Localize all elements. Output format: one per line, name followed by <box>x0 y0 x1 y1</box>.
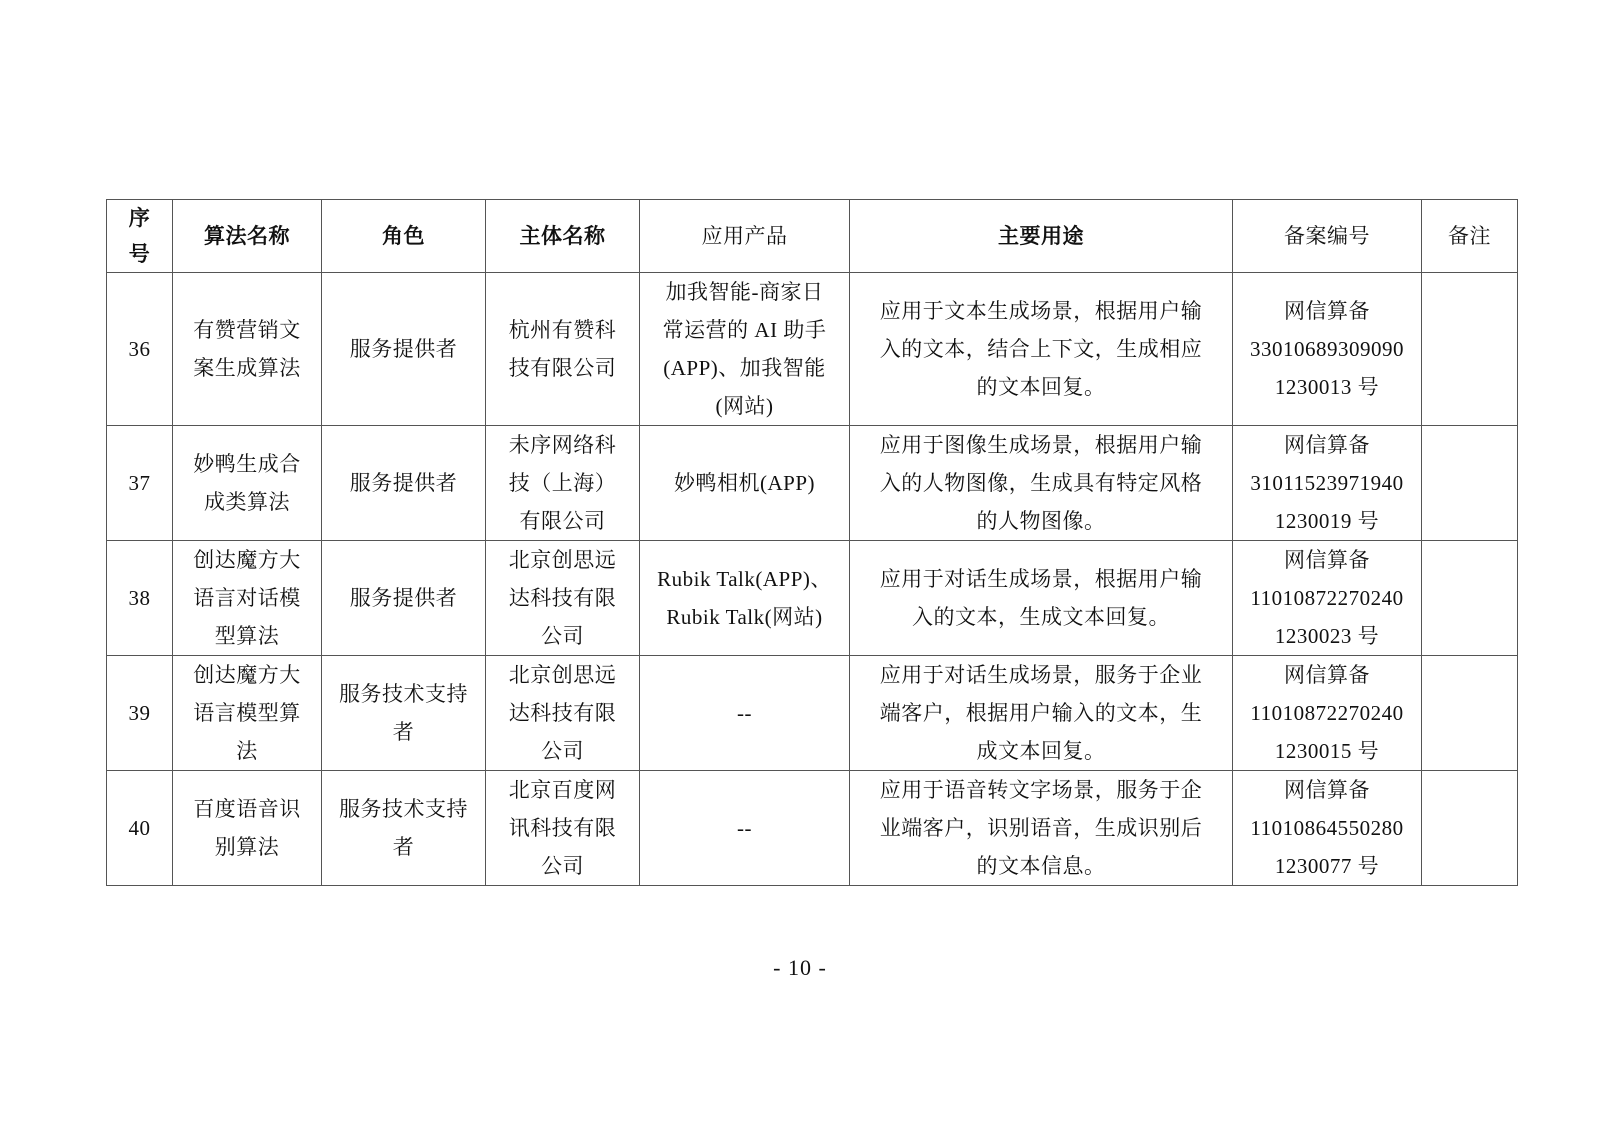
cell-index: 38 <box>107 541 173 656</box>
cell-index: 37 <box>107 426 173 541</box>
cell-usage <box>850 426 1233 541</box>
header-row <box>107 200 1518 273</box>
cell-algorithm-name <box>173 656 322 771</box>
cell-product-line: -- <box>737 816 752 840</box>
table-row <box>107 541 1518 656</box>
cell-record-number <box>1233 541 1422 656</box>
cell-usage-line: 入的文本，生成文本回复。 <box>912 605 1170 629</box>
cell-algorithm-name-line: 创达魔方大 <box>193 663 301 687</box>
cell-role-line: 服务提供者 <box>349 586 458 610</box>
cell-role-line: 者 <box>392 720 415 744</box>
cell-entity-name-line: 公司 <box>541 854 584 878</box>
cell-usage-line: 应用于对话生成场景，服务于企业 <box>879 663 1203 687</box>
cell-usage-line: 应用于文本生成场景，根据用户输 <box>879 299 1203 323</box>
header-record: 备案编号 <box>1233 200 1422 273</box>
cell-algorithm-name-line: 案生成算法 <box>193 356 301 380</box>
cell-usage <box>850 541 1233 656</box>
cell-record-number-line: 网信算备 <box>1284 548 1370 572</box>
cell-algorithm-name-line: 百度语音识 <box>193 797 301 821</box>
cell-algorithm-name-line: 创达魔方大 <box>193 548 301 572</box>
cell-record-number-line: 33010689309090 <box>1250 337 1404 361</box>
page-number: - 10 - <box>773 955 827 980</box>
table-body <box>107 273 1518 886</box>
cell-record-number-line: 1230019 号 <box>1274 509 1380 533</box>
cell-algorithm-name-line: 成类算法 <box>204 490 290 514</box>
cell-role <box>322 426 486 541</box>
cell-index: 40 <box>107 771 173 886</box>
cell-remark <box>1422 771 1518 886</box>
cell-role <box>322 273 486 426</box>
header-remark: 备注 <box>1422 200 1518 273</box>
cell-usage-line: 应用于图像生成场景，根据用户输 <box>879 433 1203 457</box>
cell-record-number-line: 1230023 号 <box>1274 624 1380 648</box>
cell-usage-line: 的人物图像。 <box>976 509 1106 533</box>
cell-record-number-line: 网信算备 <box>1284 778 1370 802</box>
cell-product-line: Rubik Talk(网站) <box>666 605 823 629</box>
cell-record-number-line: 1230015 号 <box>1274 739 1380 763</box>
cell-remark <box>1422 273 1518 426</box>
cell-entity-name-line: 技有限公司 <box>508 356 617 380</box>
cell-usage-line: 的文本信息。 <box>976 854 1106 878</box>
cell-product <box>640 273 850 426</box>
cell-product-line: (网站) <box>715 394 774 418</box>
cell-product <box>640 771 850 886</box>
cell-algorithm-name-line: 语言模型算 <box>193 701 301 725</box>
cell-entity-name-line: 达科技有限 <box>508 701 617 725</box>
cell-remark <box>1422 541 1518 656</box>
cell-usage-line: 成文本回复。 <box>976 739 1106 763</box>
cell-record-number-line: 31011523971940 <box>1250 471 1404 495</box>
cell-record-number <box>1233 771 1422 886</box>
cell-entity-name-line: 北京创思远 <box>508 663 617 687</box>
cell-algorithm-name-line: 型算法 <box>214 624 280 648</box>
cell-usage-line: 应用于语音转文字场景，服务于企 <box>879 778 1203 802</box>
cell-product-line: -- <box>737 701 752 725</box>
table-row <box>107 771 1518 886</box>
cell-algorithm-name-line: 别算法 <box>214 835 280 859</box>
cell-record-number-line: 11010872270240 <box>1250 586 1404 610</box>
cell-role-line: 服务提供者 <box>349 471 458 495</box>
cell-usage-line: 入的文本，结合上下文，生成相应 <box>879 337 1203 361</box>
cell-record-number-line: 11010872270240 <box>1250 701 1404 725</box>
cell-role-line: 服务提供者 <box>349 337 458 361</box>
cell-usage-line: 入的人物图像，生成具有特定风格 <box>879 471 1203 495</box>
cell-role-line: 服务技术支持 <box>339 682 468 706</box>
cell-algorithm-name-line: 语言对话模 <box>193 586 301 610</box>
cell-entity-name-line: 公司 <box>541 624 584 648</box>
cell-product-line: Rubik Talk(APP)、 <box>657 567 832 591</box>
table-row <box>107 426 1518 541</box>
cell-record-number <box>1233 273 1422 426</box>
cell-algorithm-name <box>173 541 322 656</box>
cell-product-line: 加我智能-商家日 <box>665 280 824 304</box>
cell-entity-name <box>486 541 640 656</box>
cell-usage-line: 业端客户，识别语音，生成识别后 <box>879 816 1203 840</box>
cell-role <box>322 541 486 656</box>
cell-role <box>322 656 486 771</box>
cell-usage <box>850 771 1233 886</box>
cell-product-line: 常运营的 AI 助手 <box>662 318 827 342</box>
cell-record-number-line: 1230077 号 <box>1274 854 1380 878</box>
cell-remark <box>1422 656 1518 771</box>
algorithm-registry-table <box>106 199 1518 886</box>
header-entity: 主体名称 <box>486 200 640 273</box>
cell-record-number <box>1233 426 1422 541</box>
header-product: 应用产品 <box>640 200 850 273</box>
cell-entity-name-line: 讯科技有限 <box>508 816 617 840</box>
cell-entity-name-line: 北京百度网 <box>508 778 617 802</box>
cell-entity-name-line: 达科技有限 <box>508 586 617 610</box>
cell-usage-line: 应用于对话生成场景，根据用户输 <box>879 567 1203 591</box>
cell-index: 36 <box>107 273 173 426</box>
cell-remark <box>1422 426 1518 541</box>
cell-record-number-line: 11010864550280 <box>1250 816 1404 840</box>
cell-entity-name <box>486 273 640 426</box>
header-usage: 主要用途 <box>850 200 1233 273</box>
cell-entity-name <box>486 656 640 771</box>
cell-record-number-line: 网信算备 <box>1284 299 1370 323</box>
cell-entity-name-line: 未序网络科 <box>508 433 617 457</box>
cell-product-line: 妙鸭相机(APP) <box>673 471 815 495</box>
header-role: 角色 <box>322 200 486 273</box>
table-row <box>107 273 1518 426</box>
cell-algorithm-name-line: 法 <box>236 739 258 763</box>
cell-role <box>322 771 486 886</box>
table-row <box>107 656 1518 771</box>
cell-usage <box>850 656 1233 771</box>
cell-entity-name-line: 北京创思远 <box>508 548 617 572</box>
cell-product-line: (APP)、加我智能 <box>663 356 826 380</box>
cell-product <box>640 541 850 656</box>
cell-entity-name-line: 杭州有赞科 <box>508 318 617 342</box>
cell-role-line: 服务技术支持 <box>339 797 468 821</box>
cell-record-number-line: 网信算备 <box>1284 433 1370 457</box>
cell-usage-line: 端客户，根据用户输入的文本，生 <box>879 701 1203 725</box>
cell-record-number-line: 网信算备 <box>1284 663 1370 687</box>
cell-entity-name <box>486 426 640 541</box>
cell-role-line: 者 <box>392 835 415 859</box>
cell-usage <box>850 273 1233 426</box>
header-index: 序号 <box>107 200 173 273</box>
cell-algorithm-name <box>173 426 322 541</box>
cell-record-number-line: 1230013 号 <box>1274 375 1380 399</box>
cell-usage-line: 的文本回复。 <box>976 375 1106 399</box>
cell-entity-name-line: 技（上海） <box>508 471 617 495</box>
cell-entity-name <box>486 771 640 886</box>
cell-algorithm-name <box>173 771 322 886</box>
cell-algorithm-name <box>173 273 322 426</box>
cell-algorithm-name-line: 有赞营销文 <box>193 318 301 342</box>
cell-product <box>640 426 850 541</box>
cell-entity-name-line: 有限公司 <box>519 509 606 533</box>
header-algorithm: 算法名称 <box>173 200 322 273</box>
cell-algorithm-name-line: 妙鸭生成合 <box>193 452 301 476</box>
cell-entity-name-line: 公司 <box>541 739 584 763</box>
cell-record-number <box>1233 656 1422 771</box>
cell-index: 39 <box>107 656 173 771</box>
cell-product <box>640 656 850 771</box>
